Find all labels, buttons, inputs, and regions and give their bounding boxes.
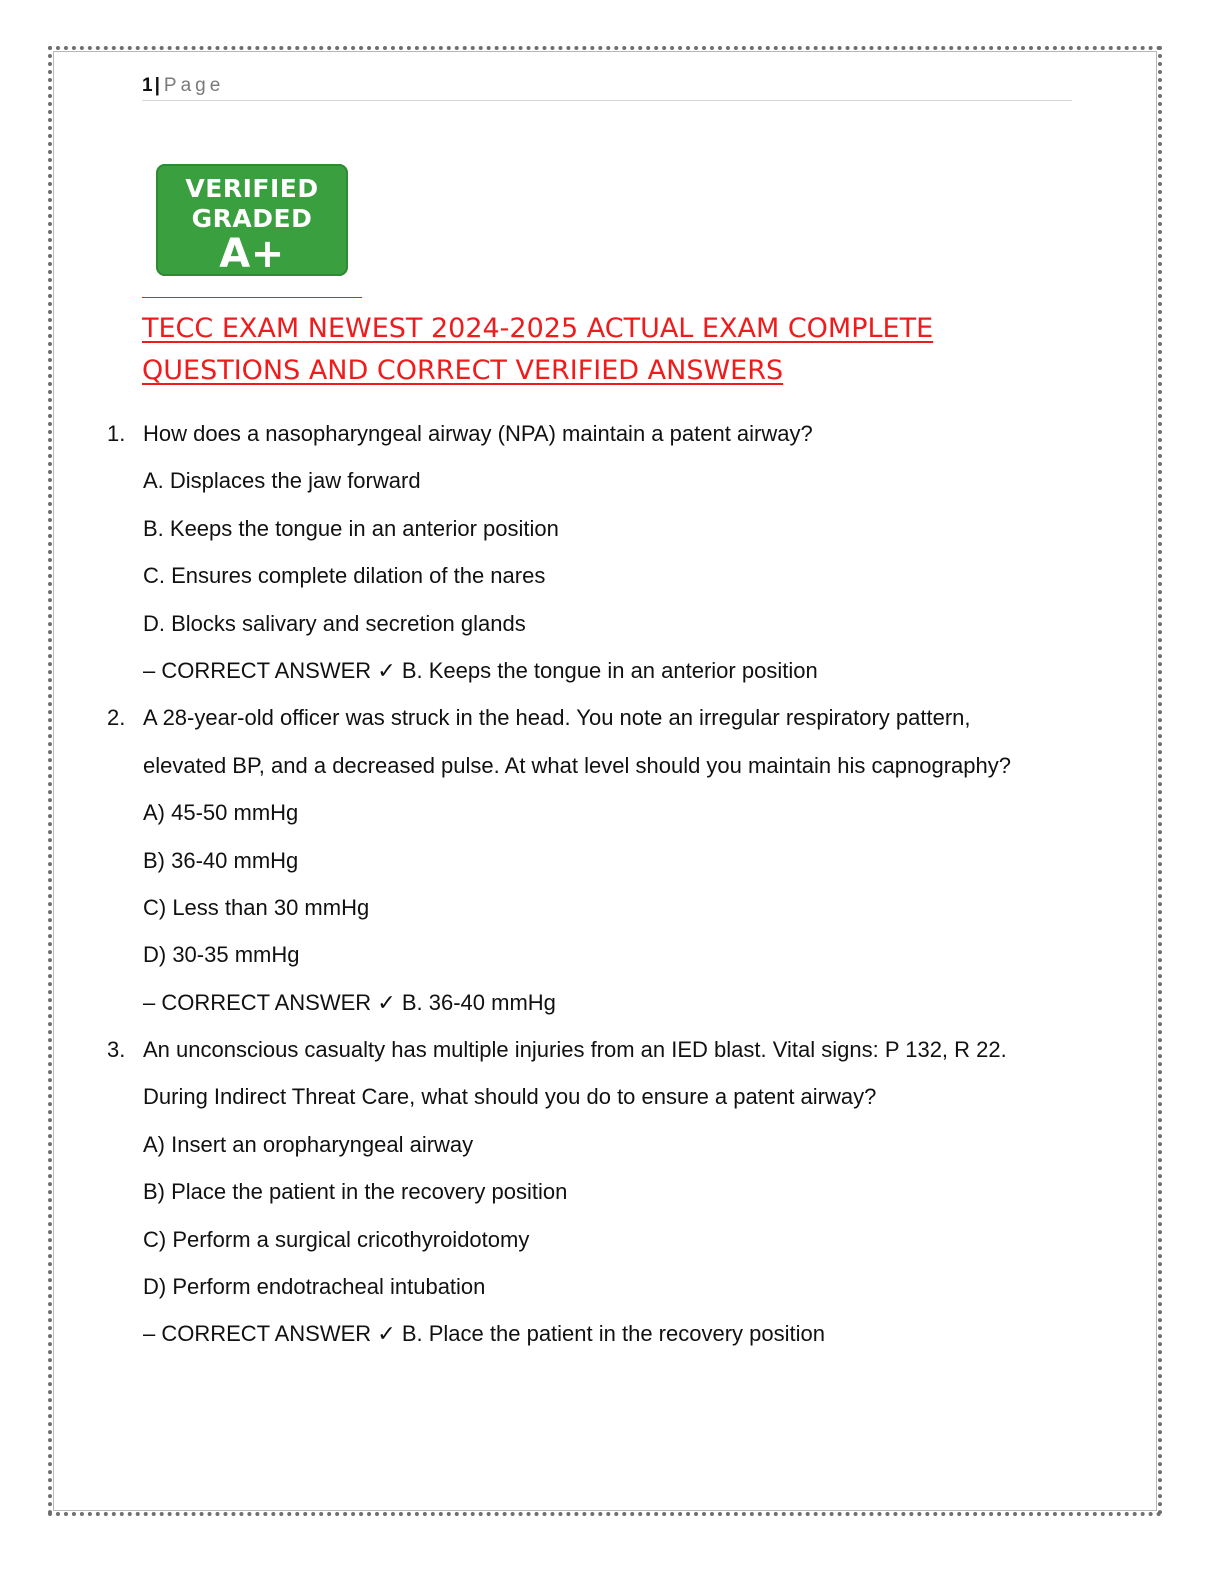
question-2-stem-continued [0,742,1224,789]
answer-text: – CORRECT ANSWER ✓ B. 36-40 mmHg [143,989,556,1015]
option-text: A) 45-50 mmHg [143,800,299,826]
question-text: A 28-year-old officer was struck in the head. You note an irregular respiratory pattern, [143,705,971,731]
question-number: 1. [107,421,126,446]
question-2-option-c [0,884,1224,931]
option-text: C) Less than 30 mmHg [143,894,370,920]
option-text: C. Ensures complete dilation of the nares [143,563,546,589]
question-1-option-b [0,505,1224,552]
question-text: How does a nasopharyngeal airway (NPA) maintain a patent airway? [143,421,813,446]
question-2-option-b [0,837,1224,884]
badge-line-grade: A+ [219,231,285,277]
option-text: A) Insert an oropharyngeal airway [143,1131,474,1157]
question-3-option-c [0,1216,1224,1263]
option-text: D. Blocks salivary and secretion glands [143,610,526,636]
page-separator: | [154,75,160,96]
question-3-option-b [0,1168,1224,1215]
question-text: During Indirect Threat Care, what should you do to ensure a patent airway? [143,1084,877,1110]
option-text: B) Place the patient in the recovery position [143,1179,568,1205]
question-3-stem-continued [0,1073,1224,1120]
title-rule [142,297,362,298]
question-list [0,410,1224,1358]
option-text: A. Displaces the jaw forward [143,468,421,494]
verified-graded-badge [156,164,348,276]
title-line-1: TECC EXAM NEWEST 2024-2025 ACTUAL EXAM COMPLETE [142,313,934,344]
question-2-stem [0,694,1224,741]
question-3-stem [0,1026,1224,1073]
question-1-answer [0,647,1224,694]
option-text: D) Perform endotracheal intubation [143,1274,486,1300]
page-number: 1 [142,75,153,96]
option-text: D) 30-35 mmHg [143,942,300,968]
page-header [142,74,1072,101]
question-text: elevated BP, and a decreased pulse. At what level should you maintain his capnography? [143,752,1011,778]
question-number: 3. [107,1037,126,1063]
question-text: An unconscious casualty has multiple injuries from an IED blast. Vital signs: P 132, R 22. [143,1037,1007,1063]
badge-line-graded: GRADED [191,204,313,233]
question-3-answer [0,1310,1224,1357]
question-3-option-d [0,1263,1224,1310]
option-text: B. Keeps the tongue in an anterior position [143,515,559,541]
question-1-option-a [0,457,1224,504]
option-text: C) Perform a surgical cricothyroidotomy [143,1226,530,1252]
page-label: Page [163,75,225,96]
option-text: B) 36-40 mmHg [143,847,299,873]
question-2-option-a [0,789,1224,836]
question-2-answer [0,979,1224,1026]
answer-text: – CORRECT ANSWER ✓ B. Place the patient in the recovery position [143,1321,825,1347]
document-title [142,308,1042,392]
question-number: 2. [107,705,126,731]
question-1-option-c [0,552,1224,599]
question-1-option-d [0,600,1224,647]
question-1-stem [0,410,1224,457]
question-2-option-d [0,931,1224,978]
question-3-option-a [0,1121,1224,1168]
title-line-2: QUESTIONS AND CORRECT VERIFIED ANSWERS [142,355,784,386]
badge-line-verified: VERIFIED [185,174,319,203]
answer-text: – CORRECT ANSWER ✓ B. Keeps the tongue in an anterior position [143,657,818,683]
